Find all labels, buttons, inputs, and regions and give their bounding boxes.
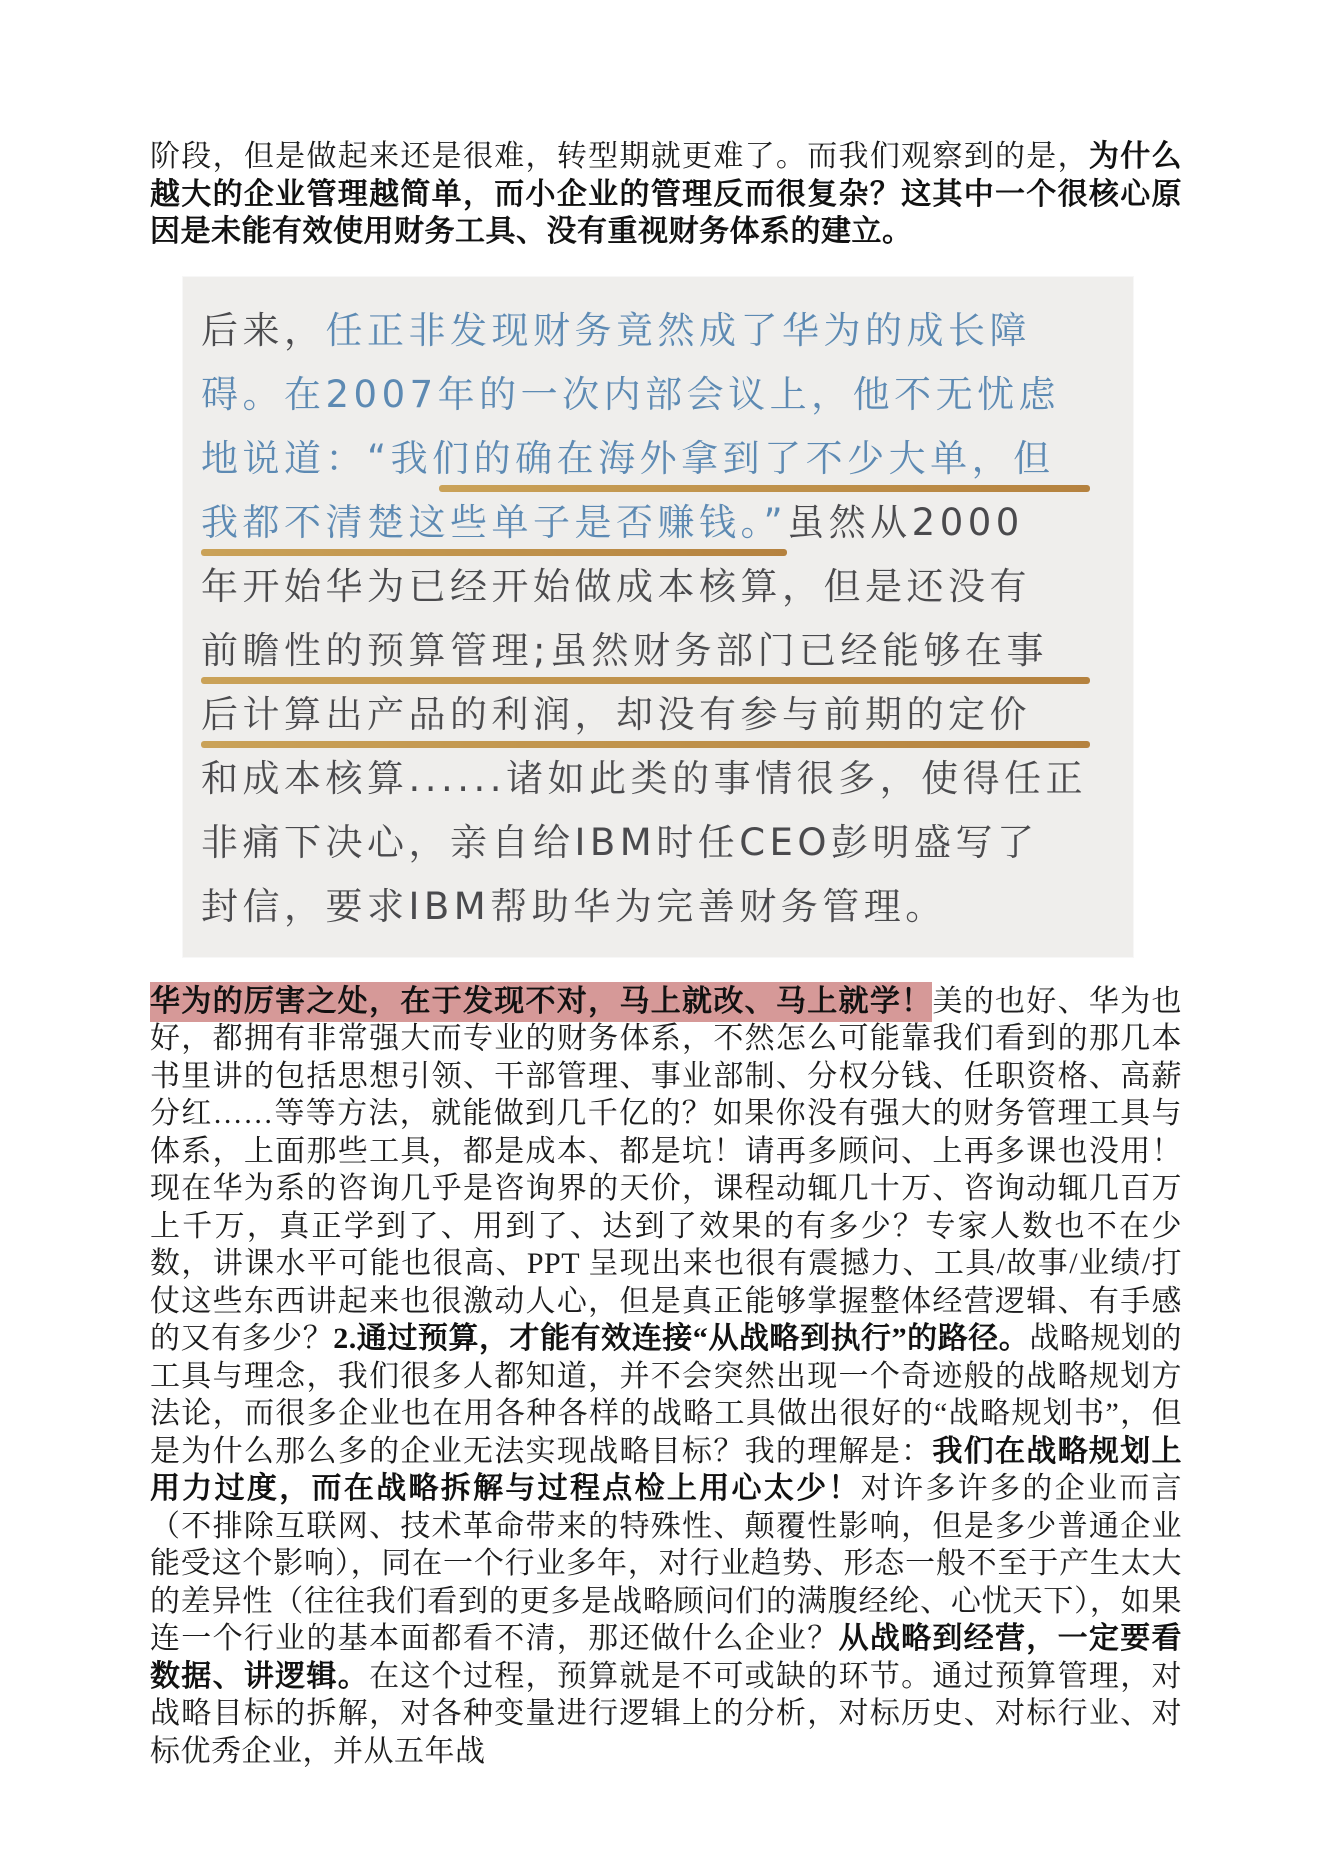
quote-line: [201, 493, 1117, 557]
intro-paragraph: [150, 138, 1182, 251]
quote-line: [201, 813, 1117, 877]
quote-text-segment: 前瞻性的预算管理;虽然财务部门已经能够在事: [201, 628, 1048, 672]
quote-text-segment: 年开始华为已经开始做成本核算，但是还没有: [201, 564, 1031, 608]
text-segment: 我们在战略规划上用力过度，而在战略拆解与过程点检上用心太少！: [150, 1434, 1182, 1505]
text-segment: 在这个过程，预算就是不可或缺的环节。通过预算管理，对战略目标的拆解，对各种变量进行逻辑上的分析，对标历史、对标行业、对标优秀企业，并从五年战: [150, 1659, 1182, 1768]
text-segment: 从战略到经营，一定要看数据、讲逻辑。: [150, 1622, 1182, 1693]
quote-text-segment: 我都不清楚这些单子是否赚钱。”: [201, 500, 788, 544]
quote-underline-decoration: [201, 741, 1090, 748]
quote-text-segment: 后计算出产品的利润，却没有参与前期的定价: [201, 692, 1031, 736]
page-content: [150, 138, 1182, 1770]
text-segment: 美的也好、华为也好，都拥有非常强大而专业的财务体系，不然怎么可能靠我们看到的那几本书里讲的包括思想引领、干部管理、事业部制、分权分钱、任职资格、高薪分红……等等方法，就能做到几千亿的？如果你没有强大的财务管理工具与体系，上面那些工具，都是成本、都是坑！请再多顾问、上再多课也没用！现在华为系的咨询几乎是咨询界的天价，课程动辄几十万、咨询动辄几百万上千万，真正学到了、用到了、达到了效果的有多少？专家人数也不在少数，讲课水平可能也很高、PPT 呈现出来也很有震撼力、工具/故事/业绩/打仗这些东西讲起来也很激动人心，但是真正能够掌握整体经营逻辑、有手感的又有多少？: [150, 984, 1182, 1355]
quote-text-segment: 和成本核算......诸如此类的事情很多，使得任正: [201, 756, 1088, 800]
quote-line: [201, 557, 1117, 621]
quote-underline-decoration: [439, 485, 1089, 492]
quote-text-segment: 非痛下决心，亲自给IBM时任CEO彭明盛写了: [201, 820, 1039, 864]
quote-text-segment: 封信，要求IBM帮助华为完善财务管理。: [201, 884, 947, 928]
quote-text-segment: 任正非发现财务竟然成了华为的成长障: [325, 308, 1031, 352]
quote-line: [201, 429, 1117, 493]
body-paragraph: [150, 983, 1182, 1771]
text-segment: 2.通过预算，才能有效连接“从战略到执行”的路径。: [333, 1322, 1030, 1355]
text-segment: 战略规划的工具与理念，我们很多人都知道，并不会突然出现一个奇迹般的战略规划方法论，而很多企业也在用各种各样的战略工具做出很好的“战略规划书”，但是为什么那么多的企业无法实现战略目标？我的理解是：: [150, 1322, 1183, 1468]
embedded-quote-image: [183, 277, 1133, 957]
text-segment: 阶段，但是做起来还是很难，转型期就更难了。而我们观察到的是，: [150, 140, 1089, 173]
quote-line: [201, 685, 1117, 749]
text-segment: 对许多许多的企业而言（不排除互联网、技术革命带来的特殊性、颠覆性影响，但是多少普通企业能受这个影响），同在一个行业多年，对行业趋势、形态一般不至于产生太大的差异性（往往我们看到的更多是战略顾问们的满腹经纶、心忧天下），如果连一个行业的基本面都看不清，那还做什么企业？: [150, 1472, 1183, 1655]
quote-line: [201, 877, 1117, 941]
text-segment: 为什么越大的企业管理越简单，而小企业的管理反而很复杂？这其中一个很核心原因是未能有效使用财务工具、没有重视财务体系的建立。: [150, 140, 1182, 248]
quote-line: [201, 621, 1117, 685]
quote-underline-decoration: [201, 677, 1090, 684]
quote-underline-decoration: [201, 549, 787, 556]
quote-line: [201, 301, 1117, 365]
highlight-text: 华为的厉害之处，在于发现不对，马上就改、马上就学！: [150, 982, 932, 1022]
quote-line: [201, 749, 1117, 813]
quote-text-segment: 后来，: [201, 308, 326, 352]
quote-line: [201, 365, 1117, 429]
quote-text-segment: 虽然从2000: [787, 500, 1024, 544]
quote-text-segment: 碍。在2007年的一次内部会议上，他不无忧虑: [201, 372, 1061, 416]
quote-text-segment: 地说道：“我们的确在海外拿到了不少大单，但: [201, 436, 1055, 480]
